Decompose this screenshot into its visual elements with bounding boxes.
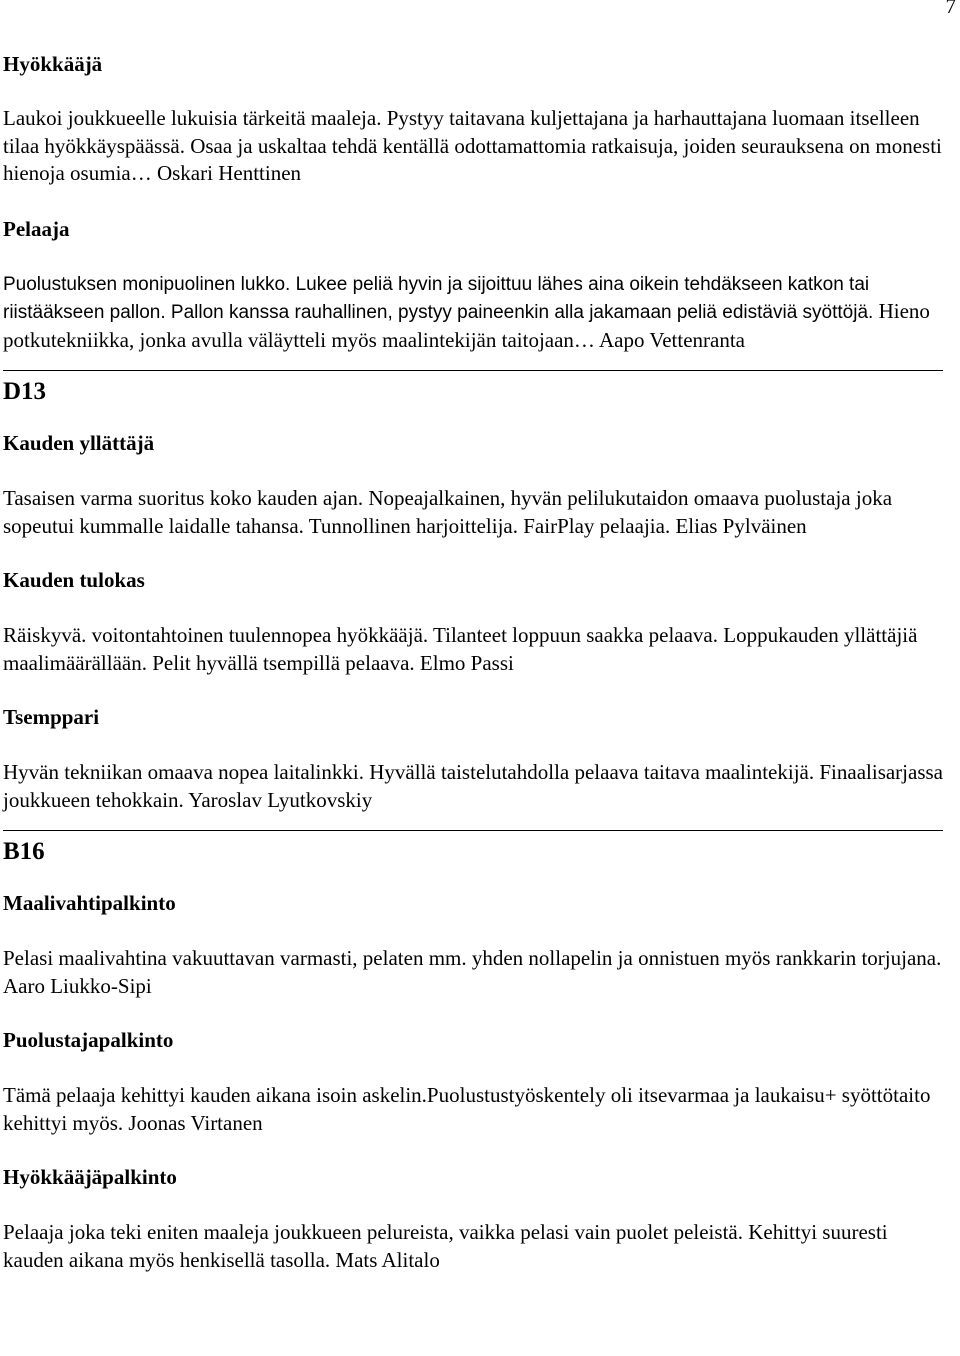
text-pelaaja	[3, 270, 948, 355]
text-pelaaja-sans: Puolustuksen monipuolinen lukko. Lukee peliä hyvin ja sijoittuu lähes aina oikein tehdäkseen katkon tai riistääkseen pallon. Pallon kanssa rauhallinen, pystyy paineenkin alla jakamaan peliä edistäviä syöttöjä.	[3, 273, 874, 323]
heading-d13: D13	[3, 378, 47, 405]
heading-kauden-tulokas: Kauden tulokas	[3, 568, 145, 592]
divider-rule	[3, 830, 943, 831]
heading-b16: B16	[3, 838, 45, 865]
text-tsemppari: Hyvän tekniikan omaava nopea laitalinkki. Hyvällä taistelutahdolla pelaava taitava maalintekijä. Finaalisarjassa joukkueen tehokkain. Yaroslav Lyutkovskiy	[3, 760, 943, 812]
text-puolustajapalkinto: Tämä pelaaja kehittyi kauden aikana isoin askelin.Puolustustyöskentely oli itsevarmaa ja laukaisu+ syöttötaito kehittyi myös. Joonas Virtanen	[3, 1083, 931, 1135]
heading-puolustajapalkinto: Puolustajapalkinto	[3, 1028, 174, 1052]
page-number: 7	[945, 0, 956, 18]
text-kauden-tulokas: Räiskyvä. voitontahtoinen tuulennopea hyökkääjä. Tilanteet loppuun saakka pelaava. Loppukauden yllättäjiä maalimäärällään. Pelit hyvällä tsempillä pelaava. Elmo Passi	[3, 623, 918, 675]
text-pelaaja-serif: Hieno potkutekniikka, jonka avulla väläytteli myös maalintekijän taitojaan… Aapo Vettenranta	[3, 299, 930, 352]
heading-maalivahtipalkinto: Maalivahtipalkinto	[3, 891, 176, 915]
text-kauden-yllattaja: Tasaisen varma suoritus koko kauden ajan. Nopeajalkainen, hyvän pelilukutaidon omaava puolustaja joka sopeutui kummalle laidalle tahansa. Tunnollinen harjoittelija. FairPlay pelaajia. Elias Pylväinen	[3, 486, 893, 538]
divider-rule	[3, 370, 943, 371]
heading-pelaaja: Pelaaja	[3, 216, 70, 241]
heading-hyokkaajapalkinto: Hyökkääjäpalkinto	[3, 1165, 177, 1189]
heading-tsemppari: Tsemppari	[3, 705, 100, 729]
heading-kauden-yllattaja: Kauden yllättäjä	[3, 431, 155, 455]
heading-hyokkaaja: Hyökkääjä	[3, 52, 103, 76]
text-hyokkaaja: Laukoi joukkueelle lukuisia tärkeitä maaleja. Pystyy taitavana kuljettajana ja harhauttajana luomaan itselleen tilaa hyökkäyspäässä. Osaa ja uskaltaa tehdä kentällä odottamattomia ratkaisuja, joiden seurauksena on monesti hienoja osumia… Oskari Henttinen	[3, 106, 942, 185]
text-hyokkaajapalkinto: Pelaaja joka teki eniten maaleja joukkueen pelureista, vaikka pelasi vain puolet peleistä. Kehittyi suuresti kauden aikana myös henkisellä tasolla. Mats Alitalo	[3, 1220, 888, 1272]
text-maalivahtipalkinto: Pelasi maalivahtina vakuuttavan varmasti, pelaten mm. yhden nollapelin ja onnistuen myös rankkarin torjujana. Aaro Liukko-Sipi	[3, 946, 942, 998]
document-body	[3, 45, 948, 1274]
